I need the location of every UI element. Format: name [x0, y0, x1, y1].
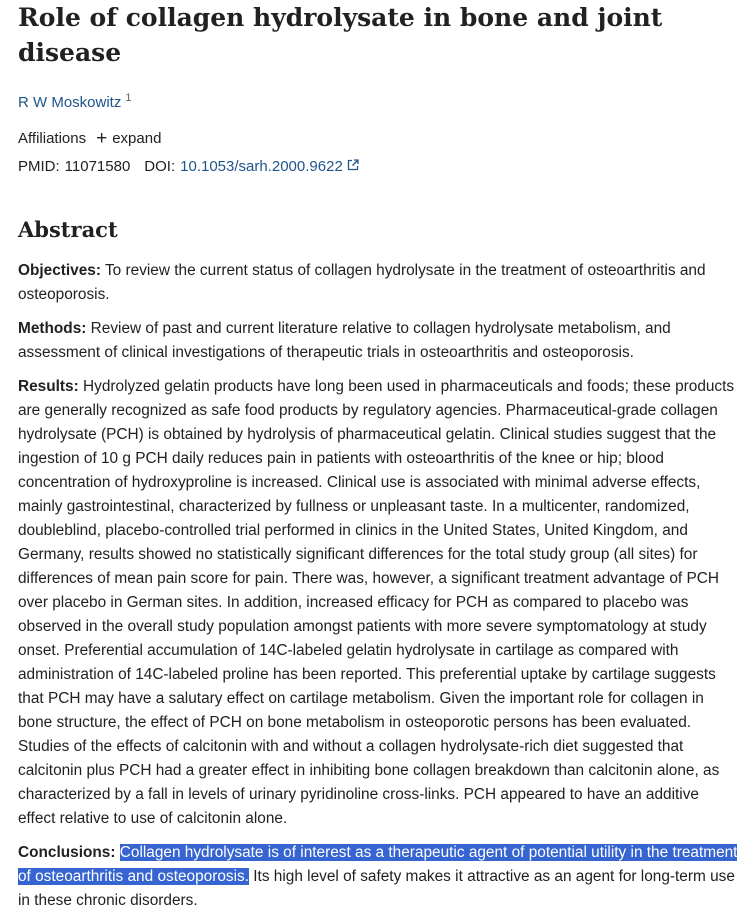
methods-paragraph — [18, 317, 740, 365]
identifiers-row — [18, 157, 742, 177]
expand-label: expand — [112, 130, 162, 147]
methods-text: Review of past and current literature relative to collagen hydrolysate metabolism, and assessment of clinical investigations of therapeutic trials in osteoarthritis and osteoporosis. — [18, 320, 671, 361]
plus-icon: + — [96, 128, 108, 149]
author-link[interactable]: R W Moskowitz — [18, 94, 122, 111]
affiliations-row — [18, 129, 742, 149]
conclusions-text: Its high level of safety makes it attractive as an agent for long-term use in these chronic disorders. — [18, 868, 735, 909]
conclusions-paragraph — [18, 841, 740, 913]
objectives-text: To review the current status of collagen hydrolysate in the treatment of osteoarthritis and osteoporosis. — [18, 262, 706, 303]
results-paragraph — [18, 375, 740, 831]
affiliations-label: Affiliations — [18, 130, 87, 147]
authors-list — [18, 88, 742, 113]
results-label: Results: — [18, 378, 79, 395]
author-affiliation-number[interactable]: 1 — [125, 92, 132, 104]
pmid-label: PMID: — [18, 158, 60, 175]
objectives-label: Objectives: — [18, 262, 101, 279]
conclusions-label: Conclusions: — [18, 844, 116, 861]
pmid-value: 11071580 — [64, 158, 131, 175]
selected-text-highlight: Collagen hydrolysate is of interest as a therapeutic agent of potential utility in the treatment of osteoarthritis and osteoporosis. — [18, 844, 738, 885]
article-page — [18, 0, 742, 913]
doi-label: DOI: — [144, 158, 176, 175]
external-link-icon[interactable] — [347, 157, 359, 177]
results-text: Hydrolyzed gelatin products have long been used in pharmaceuticals and foods; these products are generally recognized as safe food products by regulatory agencies. Pharmaceutical-grade collagen hydrolysate (PCH) is obtained by hydrolysis of pharmaceutical gelatin. Clinical studies suggest that the ingestion of 10 g PCH daily reduces pain in patients with osteoarthritis of the knee or hip; blood concentration of hydroxyproline is increased. Clinical use is associated with minimal adverse effects, mainly gastrointestinal, characterized by fullness or unpleasant taste. In a multicenter, randomized, doubleblind, placebo-controlled trial performed in clinics in the United States, United Kingdom, and Germany, results showed no statistically significant differences for the total study group (all sites) for differences of mean pain score for pain. There was, however, a significant treatment advantage of PCH over placebo in German sites. In addition, increased efficacy for PCH as compared to placebo was observed in the overall study population amongst patients with more severe symptomatology at study onset. Preferential accumulation of 14C-labeled gelatin hydrolysate in cartilage as compared with administration of 14C-labeled proline has been reported. This preferential uptake by cartilage suggests that PCH may have a salutary effect on cartilage metabolism. Given the important role for collagen in bone structure, the effect of PCH on bone metabolism in osteoporotic persons has been evaluated. Studies of the effects of calcitonin with and without a collagen hydrolysate-rich diet suggested that calcitonin plus PCH had a greater effect in inhibiting bone collagen breakdown than calcitonin alone, as characterized by a fall in levels of urinary pyridinoline cross-links. PCH appeared to have an additive effect relative to use of calcitonin alone. — [18, 378, 735, 827]
methods-label: Methods: — [18, 320, 87, 337]
expand-affiliations-button[interactable] — [96, 129, 161, 149]
abstract-heading: Abstract — [18, 217, 118, 242]
objectives-paragraph — [18, 259, 740, 307]
article-title: Role of collagen hydrolysate in bone and joint disease — [18, 3, 663, 67]
doi-link[interactable]: 10.1053/sarh.2000.9622 — [180, 158, 343, 175]
